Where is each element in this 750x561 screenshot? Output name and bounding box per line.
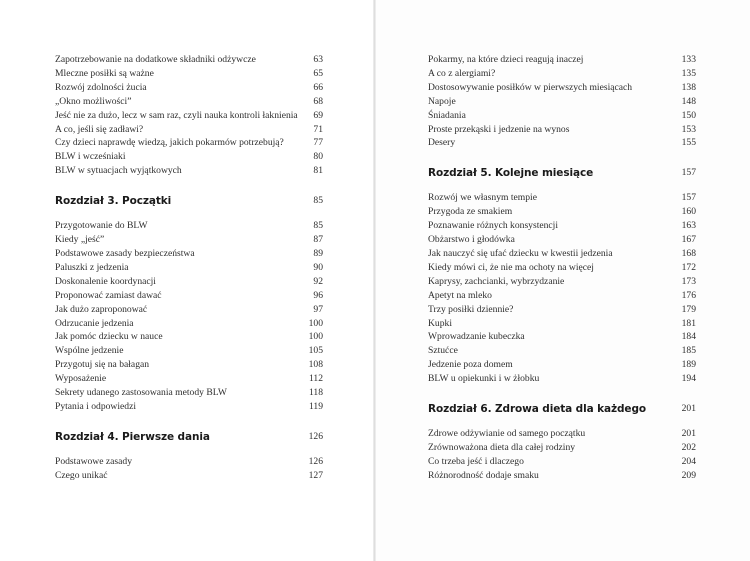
toc-entry-page-number: 153 <box>681 123 696 135</box>
toc-entry-title: Apetyt na mleko <box>428 289 492 301</box>
toc-entry-page-number: 179 <box>681 303 696 315</box>
toc-entry <box>428 372 696 386</box>
chapter-heading <box>428 401 696 417</box>
toc-entry-page-number: 80 <box>313 151 323 163</box>
toc-entry <box>428 330 696 344</box>
toc-entry <box>55 53 323 67</box>
toc-entry-title: Odrzucanie jedzenia <box>55 317 134 329</box>
toc-entry <box>55 136 323 150</box>
chapter-title: Rozdział 4. Pierwsze dania <box>55 430 210 443</box>
toc-entry-page-number: 157 <box>681 192 696 204</box>
toc-entry-page-number: 100 <box>308 331 323 343</box>
toc-entry-title: Podstawowe zasady bezpieczeństwa <box>55 248 195 259</box>
toc-entry <box>428 344 696 358</box>
toc-entry-page-number: 108 <box>308 359 323 371</box>
toc-entry <box>428 441 696 455</box>
toc-entry-title: Napoje <box>428 95 456 107</box>
toc-entry <box>55 164 323 178</box>
toc-entry-title: Jeść nie za dużo, lecz w sam raz, czyli nauka kontroli łaknienia <box>55 109 298 121</box>
toc-entry <box>428 109 696 123</box>
toc-entry-page-number: 189 <box>681 359 696 371</box>
toc-entry-page-number: 155 <box>681 137 696 149</box>
toc-entry-title: Jak pomóc dziecku w nauce <box>55 331 163 343</box>
toc-entry <box>55 289 323 303</box>
toc-entry-page-number: 69 <box>313 109 323 121</box>
toc-entry <box>428 455 696 469</box>
toc-entry-page-number: 96 <box>313 289 323 301</box>
toc-entry-page-number: 77 <box>313 137 323 149</box>
toc-entry <box>428 303 696 317</box>
toc-entry <box>428 358 696 372</box>
toc-entry-title: Kaprysy, zachcianki, wybrzydzanie <box>428 275 565 287</box>
toc-entry <box>428 247 696 261</box>
toc-entry-title: BLW i wcześniaki <box>55 151 126 163</box>
toc-entry <box>428 191 696 205</box>
toc-entry <box>428 205 696 219</box>
toc-entry-page-number: 66 <box>313 81 323 93</box>
toc-entry-title: Paluszki z jedzenia <box>55 261 129 273</box>
left-page <box>0 0 374 561</box>
toc-entry-page-number: 163 <box>681 220 696 232</box>
toc-entry-page-number: 118 <box>308 387 323 398</box>
toc-entry-page-number: 138 <box>681 81 696 93</box>
toc-entry <box>55 469 323 483</box>
toc-entry-title: Jak dużo zaproponować <box>55 303 148 315</box>
toc-entry-title: Desery <box>428 137 456 149</box>
toc-entry-page-number: 185 <box>681 345 696 357</box>
toc-entry-title: Rozwój zdolności żucia <box>55 81 147 93</box>
toc-entry <box>428 289 696 303</box>
toc-entry-title: Zdrowe odżywianie od samego początku <box>428 428 586 440</box>
toc-entry-page-number: 172 <box>681 261 696 273</box>
toc-entry-page-number: 133 <box>681 54 696 65</box>
toc-entry-page-number: 209 <box>681 469 696 481</box>
toc-entry-page-number: 68 <box>313 95 323 107</box>
toc-entry-title: Kupki <box>428 317 452 329</box>
toc-entry <box>55 261 323 275</box>
toc-entry-page-number: 97 <box>313 303 323 315</box>
chapter-page-number: 157 <box>681 167 696 179</box>
toc-entry <box>428 95 696 109</box>
toc-entry-title: Śniadania <box>428 109 466 121</box>
chapter-title: Rozdział 6. Zdrowa dieta dla każdego <box>428 403 646 416</box>
toc-entry <box>55 275 323 289</box>
chapter-title: Rozdział 5. Kolejne miesiące <box>428 167 594 180</box>
toc-entry-title: Poznawanie różnych konsystencji <box>428 220 559 232</box>
toc-entry-title: Przygotuj się na bałagan <box>55 359 150 371</box>
toc-entry-title: Kiedy „jeść” <box>55 234 105 246</box>
chapter-heading <box>428 165 696 181</box>
toc-entry-title: Przygotowanie do BLW <box>55 220 148 232</box>
toc-entry-page-number: 81 <box>313 165 323 177</box>
toc-entry-title: Jak nauczyć się ufać dziecku w kwestii jedzenia <box>428 248 613 259</box>
toc-entry-page-number: 63 <box>313 54 323 65</box>
toc-entry-title: Kiedy mówi ci, że nie ma ochoty na więcej <box>428 261 594 273</box>
toc-entry-title: Różnorodność dodaje smaku <box>428 469 539 481</box>
chapter-page-number: 85 <box>313 195 323 207</box>
toc-entry-page-number: 204 <box>681 455 696 467</box>
toc-entry-page-number: 184 <box>681 331 696 343</box>
toc-entry <box>55 233 323 247</box>
toc-entry-page-number: 127 <box>308 469 323 481</box>
toc-entry <box>55 358 323 372</box>
toc-entry-title: A co z alergiami? <box>428 67 496 79</box>
toc-entry-title: Sekrety udanego zastosowania metody BLW <box>55 387 227 398</box>
toc-entry-title: Dostosowywanie posiłków w pierwszych miesiącach <box>428 81 633 93</box>
toc-entry-title: Trzy posiłki dziennie? <box>428 303 514 315</box>
toc-entry-page-number: 89 <box>313 248 323 259</box>
toc-entry <box>55 150 323 164</box>
toc-entry-page-number: 112 <box>308 373 323 385</box>
toc-entry-title: A co, jeśli się zadławi? <box>55 123 144 135</box>
toc-entry-page-number: 126 <box>308 455 323 467</box>
toc-entry-title: „Okno możliwości” <box>55 95 132 107</box>
toc-entry-page-number: 160 <box>681 206 696 218</box>
toc-entry <box>55 81 323 95</box>
toc-entry-title: Czego unikać <box>55 469 108 481</box>
toc-entry-title: Doskonalenie koordynacji <box>55 275 156 287</box>
toc-entry <box>55 344 323 358</box>
toc-entry-page-number: 119 <box>308 400 323 412</box>
toc-entry-title: Proponować zamiast dawać <box>55 289 162 301</box>
toc-entry <box>55 123 323 137</box>
toc-entry-page-number: 148 <box>681 95 696 107</box>
toc-entry-title: Sztućce <box>428 345 458 357</box>
toc-entry-page-number: 90 <box>313 261 323 273</box>
toc-entry <box>55 386 323 400</box>
toc-entry <box>55 67 323 81</box>
toc-entry-title: Przygoda ze smakiem <box>428 206 513 218</box>
toc-entry <box>55 109 323 123</box>
toc-entry-title: Obżarstwo i głodówka <box>428 234 515 246</box>
toc-entry-page-number: 135 <box>681 67 696 79</box>
toc-entry <box>55 247 323 261</box>
toc-entry-title: Co trzeba jeść i dlaczego <box>428 455 524 467</box>
toc-entry <box>428 67 696 81</box>
toc-entry <box>428 233 696 247</box>
toc-entry-title: Jedzenie poza domem <box>428 359 513 371</box>
toc-entry <box>428 53 696 67</box>
toc-entry-title: Zapotrzebowanie na dodatkowe składniki odżywcze <box>55 54 256 65</box>
toc-entry <box>55 95 323 109</box>
toc-entry <box>55 400 323 414</box>
toc-entry-title: Mleczne posiłki są ważne <box>55 67 154 79</box>
toc-entry-title: BLW w sytuacjach wyjątkowych <box>55 165 182 177</box>
toc-entry-title: Zrównoważona dieta dla całej rodziny <box>428 442 576 453</box>
toc-entry-title: Rozwój we własnym tempie <box>428 192 537 204</box>
toc-entry-page-number: 92 <box>313 275 323 287</box>
toc-entry <box>428 136 696 150</box>
toc-entry-page-number: 173 <box>681 275 696 287</box>
toc-entry-title: Wspólne jedzenie <box>55 345 124 357</box>
toc-entry-title: BLW u opiekunki i w żłobku <box>428 373 540 385</box>
right-page <box>376 0 750 561</box>
toc-entry <box>55 372 323 386</box>
toc-entry-page-number: 201 <box>681 428 696 440</box>
toc-entry <box>55 455 323 469</box>
toc-entry-title: Podstawowe zasady <box>55 455 132 467</box>
toc-entry-page-number: 150 <box>681 109 696 121</box>
toc-entry <box>428 261 696 275</box>
toc-entry <box>428 427 696 441</box>
toc-entry <box>428 275 696 289</box>
toc-entry-title: Czy dzieci naprawdę wiedzą, jakich pokarmów potrzebują? <box>55 137 284 149</box>
chapter-heading <box>55 193 323 209</box>
toc-entry-page-number: 65 <box>313 67 323 79</box>
toc-entry-page-number: 168 <box>681 248 696 259</box>
toc-entry <box>428 123 696 137</box>
toc-entry-page-number: 105 <box>308 345 323 357</box>
toc-entry-page-number: 85 <box>313 220 323 232</box>
toc-entry-title: Proste przekąski i jedzenie na wynos <box>428 123 570 135</box>
toc-entry-title: Pytania i odpowiedzi <box>55 400 136 412</box>
toc-entry-page-number: 100 <box>308 317 323 329</box>
toc-entry-page-number: 194 <box>681 373 696 385</box>
toc-entry-page-number: 202 <box>681 442 696 453</box>
toc-entry-page-number: 71 <box>313 123 323 135</box>
toc-entry-page-number: 167 <box>681 234 696 246</box>
toc-entry <box>428 317 696 331</box>
chapter-title: Rozdział 3. Początki <box>55 195 172 208</box>
toc-entry-page-number: 87 <box>313 234 323 246</box>
toc-entry <box>428 219 696 233</box>
toc-entry-title: Wprowadzanie kubeczka <box>428 331 525 343</box>
toc-entry-title: Pokarmy, na które dzieci reagują inaczej <box>428 54 584 65</box>
toc-entry-title: Wyposażenie <box>55 373 107 385</box>
toc-entry <box>428 81 696 95</box>
toc-entry <box>55 317 323 331</box>
toc-entry-page-number: 176 <box>681 289 696 301</box>
chapter-page-number: 201 <box>681 403 696 415</box>
toc-entry <box>428 469 696 483</box>
toc-entry <box>55 219 323 233</box>
toc-entry-page-number: 181 <box>681 317 696 329</box>
toc-entry <box>55 303 323 317</box>
toc-entry <box>55 330 323 344</box>
chapter-heading <box>55 429 323 445</box>
chapter-page-number: 126 <box>308 430 323 442</box>
